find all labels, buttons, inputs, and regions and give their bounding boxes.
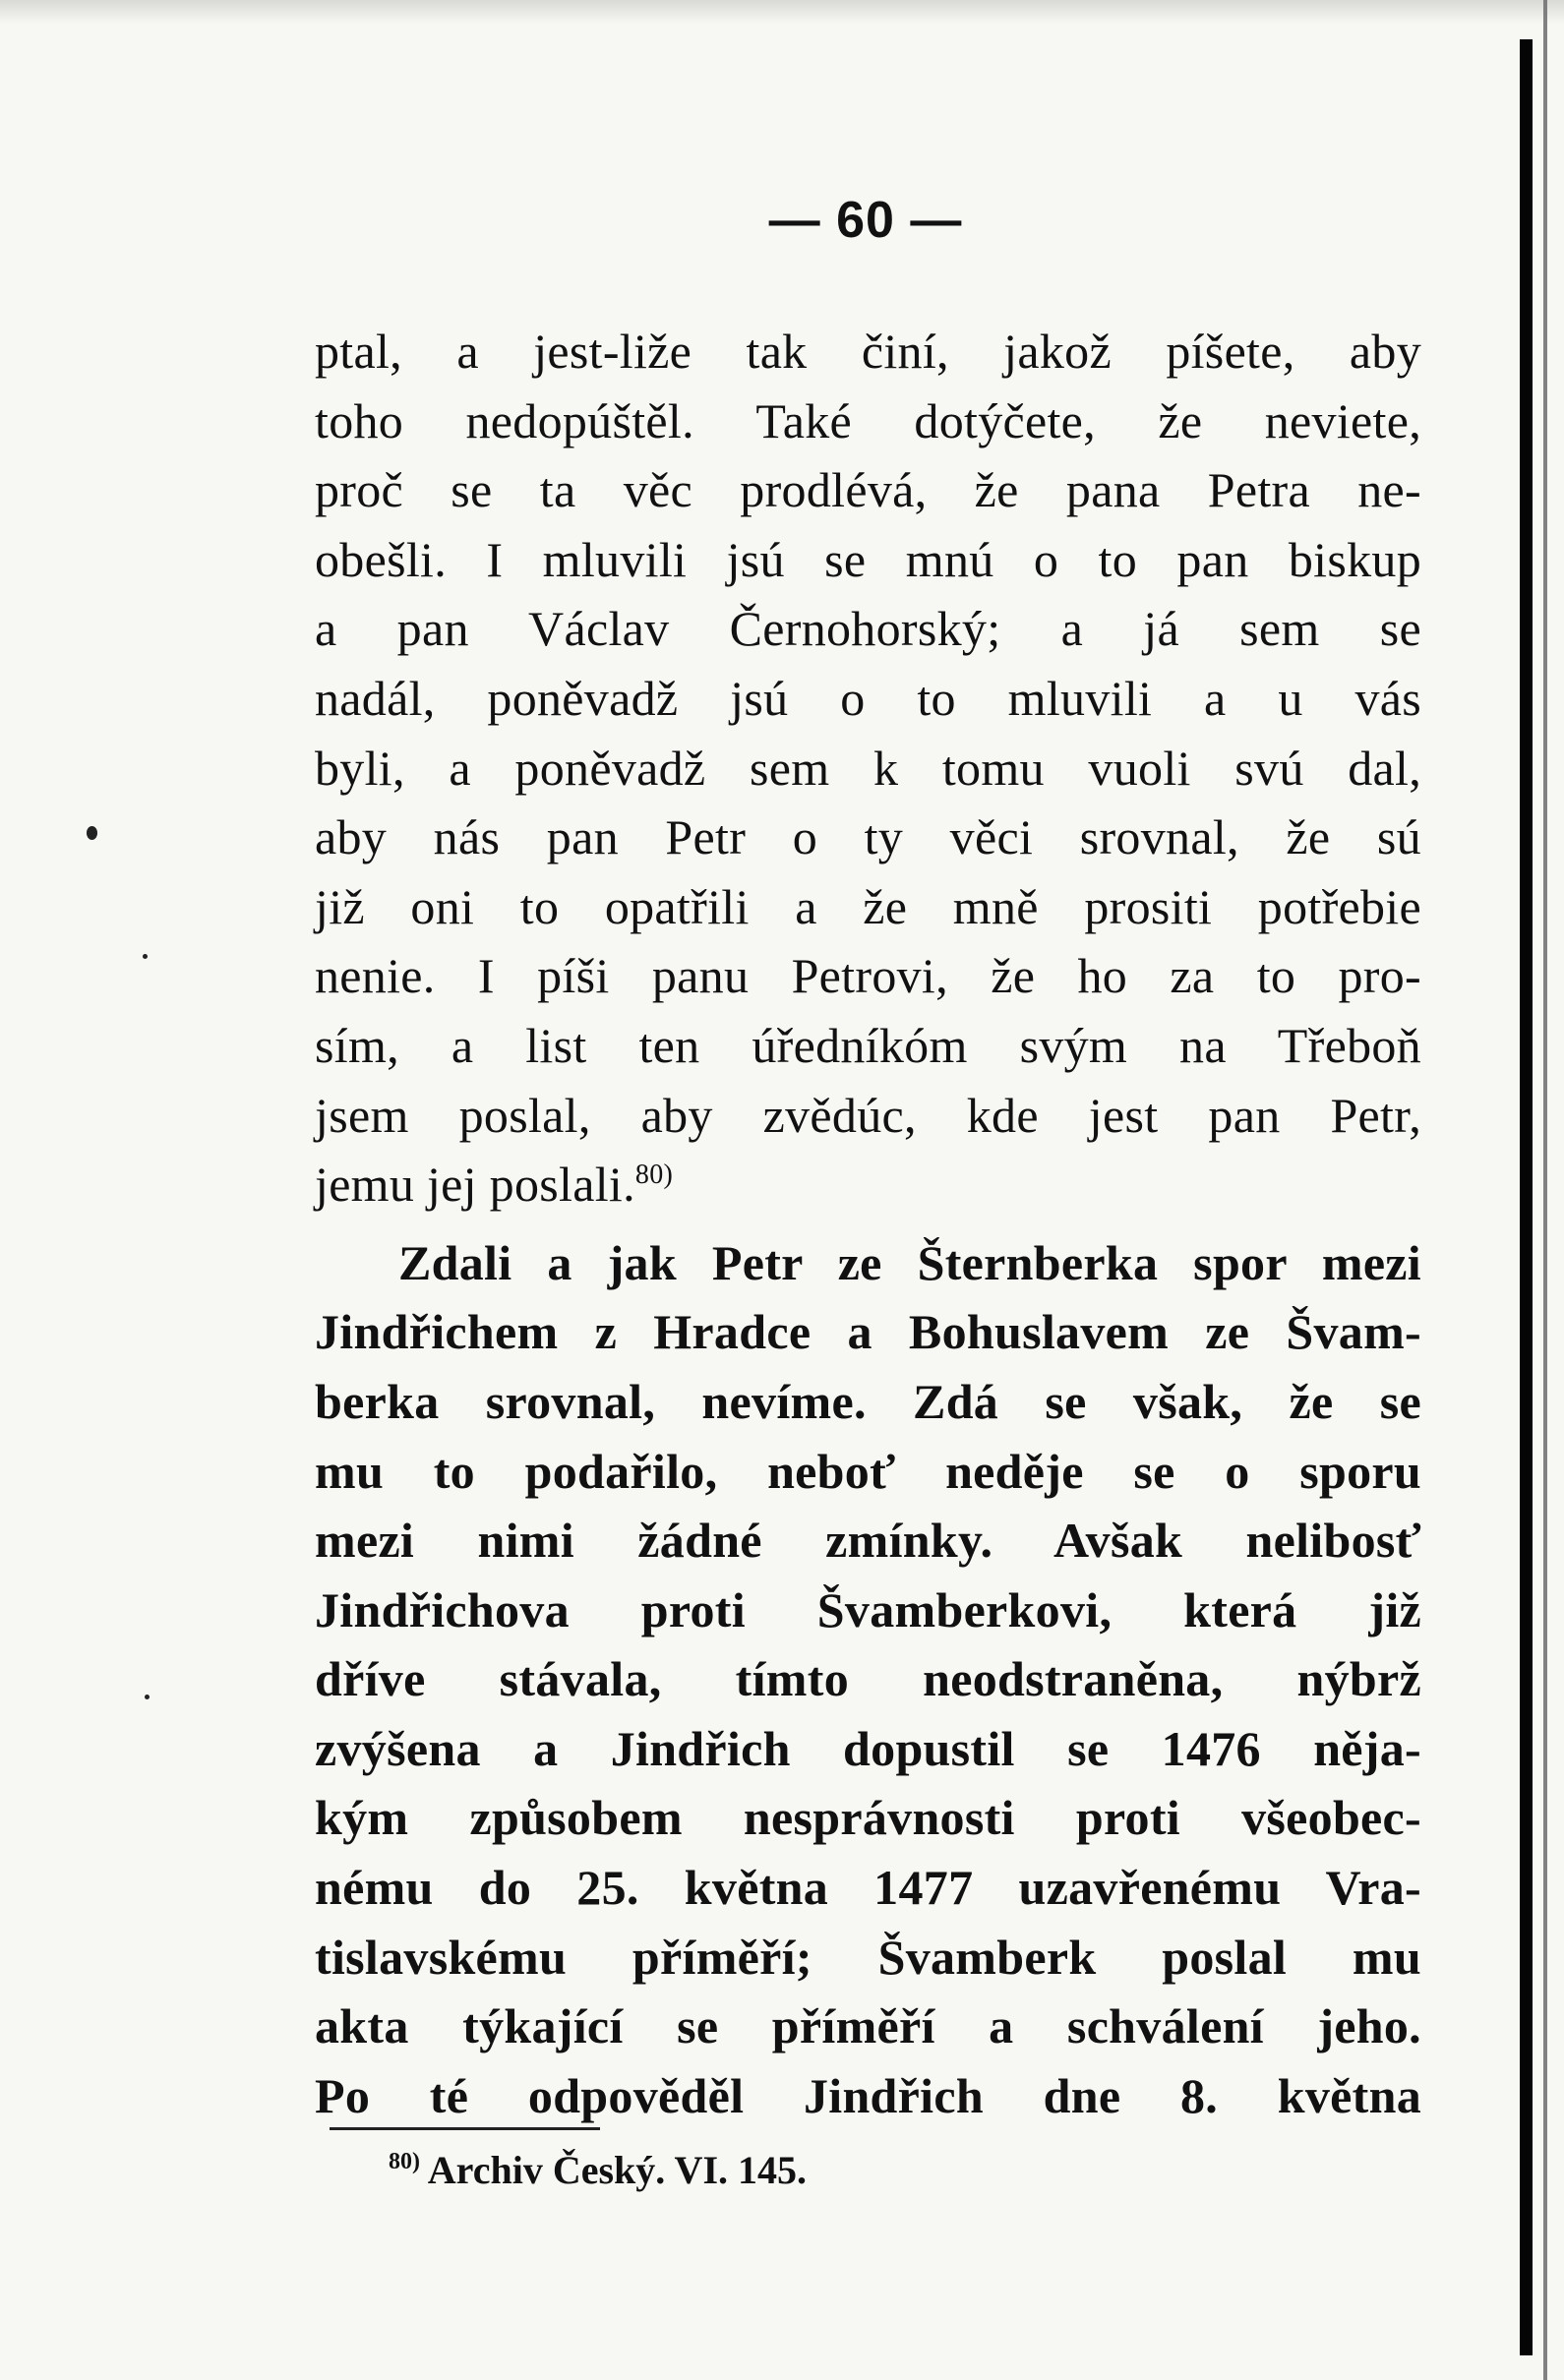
text-line: již oni to opatřili a že mně prositi potřebie (315, 878, 1421, 934)
text-line: kým způsobem nesprávnosti proti všeobec- (315, 1790, 1421, 1846)
paragraph-1 (315, 317, 1421, 1228)
paragraph-2 (315, 1228, 1421, 2131)
text-line: nému do 25. května 1477 uzavřenému Vra- (315, 1860, 1421, 1916)
scan-edge-line (1543, 0, 1547, 2380)
footnote-reference: 80) (634, 1160, 674, 1191)
text-line: jemu jej poslali.$^{80)}$ (315, 1157, 674, 1213)
scan-binding-edge (1520, 39, 1533, 2355)
text-line: nadál, poněvadž jsú o to mluvili a u vás (315, 670, 1421, 726)
text-line: a pan Václav Černohorský; a já sem se (315, 601, 1421, 657)
text-line: aby nás pan Petr o ty věci srovnal, že sú (315, 809, 1421, 865)
scan-speck (87, 826, 97, 840)
text-line: Jindřichova proti Švamberkovi, která již (315, 1581, 1421, 1637)
text-line: toho nedopúštěl. Také dotýčete, že neviete, (315, 392, 1421, 448)
text-line: obešli. I mluvili jsú se mnú o to pan biskup (315, 531, 1421, 587)
footnote-text: Archiv Český. VI. 145. (427, 2148, 808, 2192)
text-line: Po té odpověděl Jindřich dne 8. května (315, 2067, 1421, 2123)
text-line: Zdali a jak Petr ze Šternberka spor mezi (398, 1234, 1421, 1290)
scan-speck (145, 1695, 150, 1699)
scan-speck (143, 954, 148, 959)
text-line: ptal, a jest-liže tak činí, jakož píšete, aby (315, 324, 1421, 379)
text-line: nenie. I píši panu Petrovi, že ho za to pro- (315, 948, 1421, 1004)
footnote-marker: 80) (389, 2149, 420, 2174)
text-line: berka srovnal, nevíme. Zdá se však, že se (315, 1373, 1421, 1429)
footnote-divider (330, 2127, 600, 2130)
text-line: akta týkající se příměří a schválení jeho. (315, 1998, 1421, 2054)
text-line: byli, a poněvadž sem k tomu vuoli svú dal, (315, 740, 1421, 796)
text-line: mu to podařilo, neboť neděje se o sporu (315, 1443, 1421, 1499)
main-text (315, 317, 1421, 2130)
scan-top-shadow (0, 0, 1564, 24)
text-line: zvýšena a Jindřich dopustil se 1476 něja- (315, 1720, 1421, 1776)
text-line: jsem poslal, aby zvědúc, kde jest pan Petr, (315, 1087, 1421, 1143)
text-line: Jindřichem z Hradce a Bohuslavem ze Švam- (315, 1304, 1421, 1360)
text-line: proč se ta věc prodlévá, že pana Petra ne- (315, 462, 1421, 518)
text-line: dříve stávala, tímto neodstraněna, nýbrž (315, 1651, 1421, 1707)
page-number: — 60 — (768, 192, 963, 249)
text-line: mezi nimi žádné zmínky. Avšak nelibosť (315, 1513, 1421, 1569)
footnote (389, 2147, 807, 2193)
text-line: tislavskému příměří; Švamberk poslal mu (315, 1929, 1421, 1985)
text-line: sím, a list ten úředníkóm svým na Třeboň (315, 1017, 1421, 1073)
